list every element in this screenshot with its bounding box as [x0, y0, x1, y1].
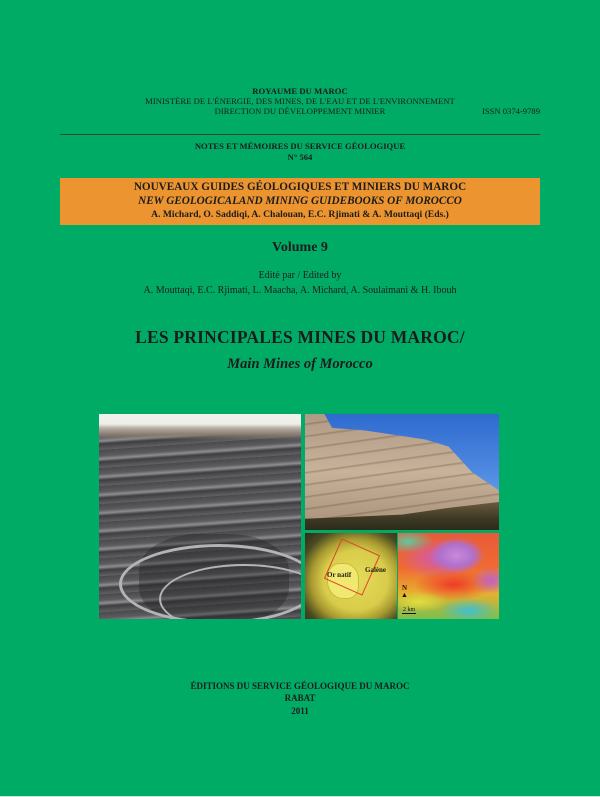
banner-title-fr: NOUVEAUX GUIDES GÉOLOGIQUES ET MINIERS DU MAROC	[133, 181, 467, 193]
country-name: ROYAUME DU MAROC	[252, 86, 348, 96]
header-divider	[60, 134, 540, 135]
publisher-city: RABAT	[284, 693, 316, 703]
volume-label: Volume 9	[272, 240, 328, 255]
north-arrow-icon: N ▲	[401, 584, 408, 599]
map-scale-bar: 2 km	[403, 607, 416, 613]
ministry-name: MINISTÈRE DE L'ÉNERGIE, DES MINES, DE L'EAU ET DE L'ENVIRONNEMENT	[145, 96, 455, 106]
series-name: NOTES ET MÉMOIRES DU SERVICE GÉOLOGIQUE	[194, 141, 406, 151]
book-title: LES PRINCIPALES MINES DU MAROC/	[135, 327, 465, 347]
series-number: N° 564	[287, 152, 313, 162]
book-subtitle: Main Mines of Morocco	[227, 356, 373, 372]
publication-year: 2011	[291, 706, 309, 716]
open-pit-mine-image	[99, 414, 301, 619]
quarry-cliff-image	[305, 414, 499, 530]
directorate-name: DIRECTION DU DÉVELOPPEMENT MINIER	[214, 106, 386, 116]
label-galena: Galène	[365, 566, 386, 574]
series-editors: A. Michard, O. Saddiqi, A. Chalouan, E.C. Rjimati & A. Mouttaqi (Eds.)	[151, 209, 449, 220]
edited-by-label: Edité par / Edited by	[258, 270, 342, 281]
micrograph-image	[305, 533, 397, 619]
publisher-imprint	[0, 680, 600, 704]
series-info	[60, 141, 540, 163]
guidebook-banner	[60, 178, 540, 225]
volume-editors: A. Mouttaqi, E.C. Rjimati, L. Maacha, A. Michard, A. Soulaimani & H. Ibouh	[143, 285, 457, 296]
publisher-name: ÉDITIONS DU SERVICE GÉOLOGIQUE DU MAROC	[190, 681, 410, 691]
publisher-header	[60, 86, 540, 116]
label-native-gold: Or natif	[327, 571, 352, 579]
anomaly-map-image	[398, 533, 499, 619]
issn-number: ISSN 0374-9789	[481, 106, 540, 116]
banner-title-en: NEW GEOLOGICALAND MINING GUIDEBOOKS OF MOROCCO	[138, 194, 462, 207]
